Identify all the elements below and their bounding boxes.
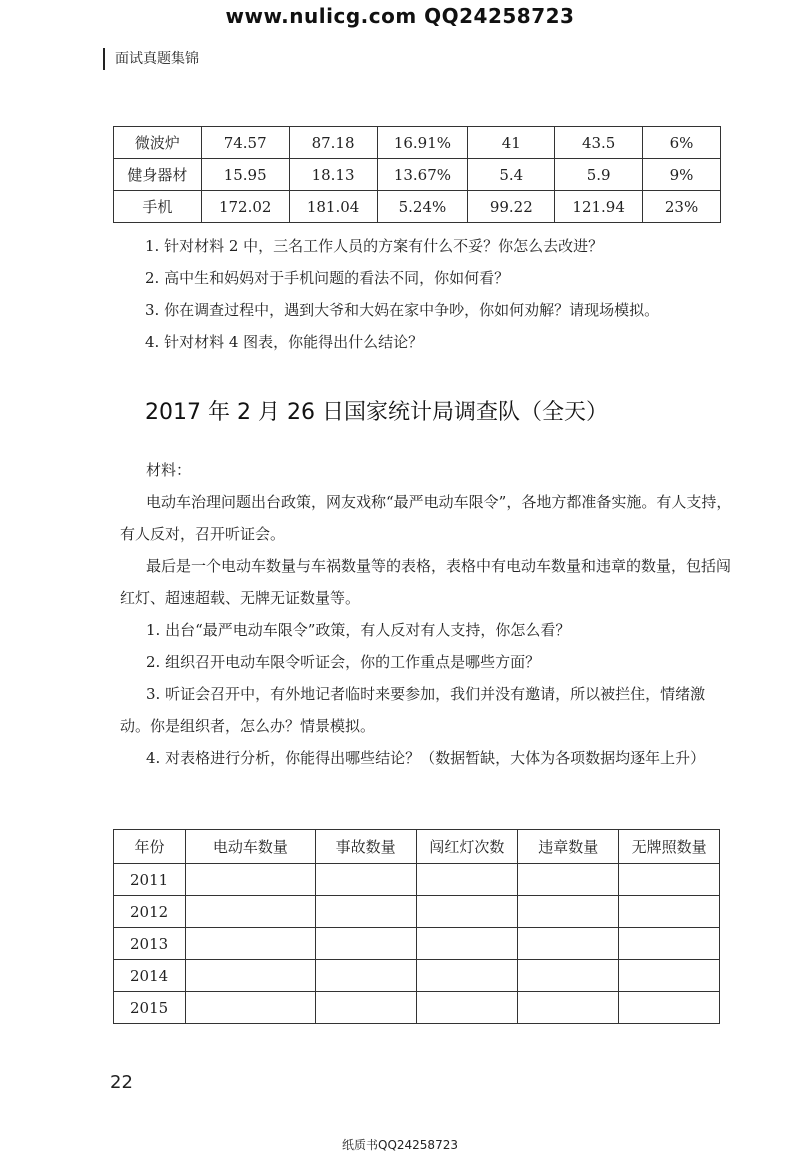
- table-cell: [185, 928, 315, 960]
- table-cell: [315, 960, 416, 992]
- column-header: 年份: [114, 830, 186, 864]
- table-row: [114, 928, 720, 960]
- material-paragraph-1: 电动车治理问题出台政策，网友戏称“最严电动车限令”，各地方都准备实施。有人支持，有人反对，召开听证会。: [120, 493, 732, 543]
- year-cell: 2011: [114, 864, 186, 896]
- table-cell: [619, 960, 720, 992]
- top-watermark: www.nulicg.com QQ24258723: [225, 4, 575, 28]
- table-cell: [416, 992, 518, 1024]
- table-cell: 181.04: [289, 191, 377, 223]
- table-cell: [315, 928, 416, 960]
- question-item: 1. 出台“最严电动车限令”政策，有人反对有人支持，你怎么看？: [146, 621, 571, 639]
- table-cell: 微波炉: [114, 127, 202, 159]
- question-list-1: [145, 230, 659, 358]
- table-cell: [185, 896, 315, 928]
- question-item: 3. 你在调查过程中，遇到大爷和大妈在家中争吵，你如何劝解？请现场模拟。: [145, 301, 660, 319]
- table-cell: [518, 960, 619, 992]
- table-cell: [416, 960, 518, 992]
- question-item: 4. 针对材料 4 图表，你能得出什么结论？: [145, 333, 424, 351]
- running-header: 面试真题集锦: [103, 48, 199, 70]
- table-cell: [619, 864, 720, 896]
- column-header: 违章数量: [518, 830, 619, 864]
- table-cell: [315, 864, 416, 896]
- table-cell: 99.22: [468, 191, 555, 223]
- table-row: [114, 992, 720, 1024]
- table-row: [114, 127, 721, 159]
- column-header: 电动车数量: [185, 830, 315, 864]
- material-block: [120, 454, 732, 774]
- table-cell: [619, 896, 720, 928]
- table-cell: 16.91%: [377, 127, 468, 159]
- column-header: 事故数量: [315, 830, 416, 864]
- table-row: [114, 864, 720, 896]
- table-cell: 5.9: [555, 159, 643, 191]
- table-row: [114, 159, 721, 191]
- table-cell: 87.18: [289, 127, 377, 159]
- question-item: 3. 听证会召开中，有外地记者临时来要参加，我们并没有邀请，所以被拦住，情绪激动。你是组织者，怎么办？情景模拟。: [120, 685, 706, 735]
- table-cell: [518, 896, 619, 928]
- year-cell: 2012: [114, 896, 186, 928]
- question-item: 4. 对表格进行分析，你能得出哪些结论？（数据暂缺，大体为各项数据均逐年上升）: [146, 749, 706, 767]
- table-cell: [518, 928, 619, 960]
- table-cell: 172.02: [201, 191, 289, 223]
- table-cell: 43.5: [555, 127, 643, 159]
- table-cell: 手机: [114, 191, 202, 223]
- table-cell: [518, 864, 619, 896]
- table-cell: 15.95: [201, 159, 289, 191]
- question-item: 2. 高中生和妈妈对于手机问题的看法不同，你如何看？: [145, 269, 510, 287]
- table-cell: 5.4: [468, 159, 555, 191]
- table-cell: 健身器材: [114, 159, 202, 191]
- year-cell: 2014: [114, 960, 186, 992]
- column-header: 闯红灯次数: [416, 830, 518, 864]
- table-cell: 9%: [643, 159, 721, 191]
- question-item: 2. 组织召开电动车限令听证会，你的工作重点是哪些方面？: [146, 653, 541, 671]
- table-cell: [315, 896, 416, 928]
- table-cell: [185, 864, 315, 896]
- table-cell: [416, 864, 518, 896]
- table-cell: 18.13: [289, 159, 377, 191]
- year-cell: 2015: [114, 992, 186, 1024]
- bottom-watermark: 纸质书QQ24258723: [342, 1138, 458, 1152]
- table-cell: [315, 992, 416, 1024]
- table-cell: 121.94: [555, 191, 643, 223]
- page-number: 22: [110, 1072, 133, 1093]
- material-paragraph-2: 最后是一个电动车数量与车祸数量等的表格，表格中有电动车数量和违章的数量，包括闯红灯、超速超载、无牌无证数量等。: [120, 557, 732, 607]
- table-cell: [185, 960, 315, 992]
- column-header: 无牌照数量: [619, 830, 720, 864]
- year-cell: 2013: [114, 928, 186, 960]
- table-cell: 74.57: [201, 127, 289, 159]
- table-cell: [185, 992, 315, 1024]
- table-cell: 13.67%: [377, 159, 468, 191]
- table-cell: [619, 928, 720, 960]
- question-item: 1. 针对材料 2 中，三名工作人员的方案有什么不妥？你怎么去改进？: [145, 237, 604, 255]
- ebike-data-table: [113, 829, 720, 1024]
- table-row: [114, 191, 721, 223]
- table-cell: [518, 992, 619, 1024]
- table-cell: 23%: [643, 191, 721, 223]
- section-title: 2017 年 2 月 26 日国家统计局调查队（全天）: [145, 400, 608, 425]
- top-data-table: [113, 126, 721, 223]
- table-cell: 6%: [643, 127, 721, 159]
- material-label: 材料：: [146, 461, 192, 479]
- table-cell: [416, 896, 518, 928]
- table-cell: 41: [468, 127, 555, 159]
- table-cell: [619, 992, 720, 1024]
- table-cell: [416, 928, 518, 960]
- table-cell: 5.24%: [377, 191, 468, 223]
- table-header-row: [114, 830, 720, 864]
- table-row: [114, 896, 720, 928]
- table-row: [114, 960, 720, 992]
